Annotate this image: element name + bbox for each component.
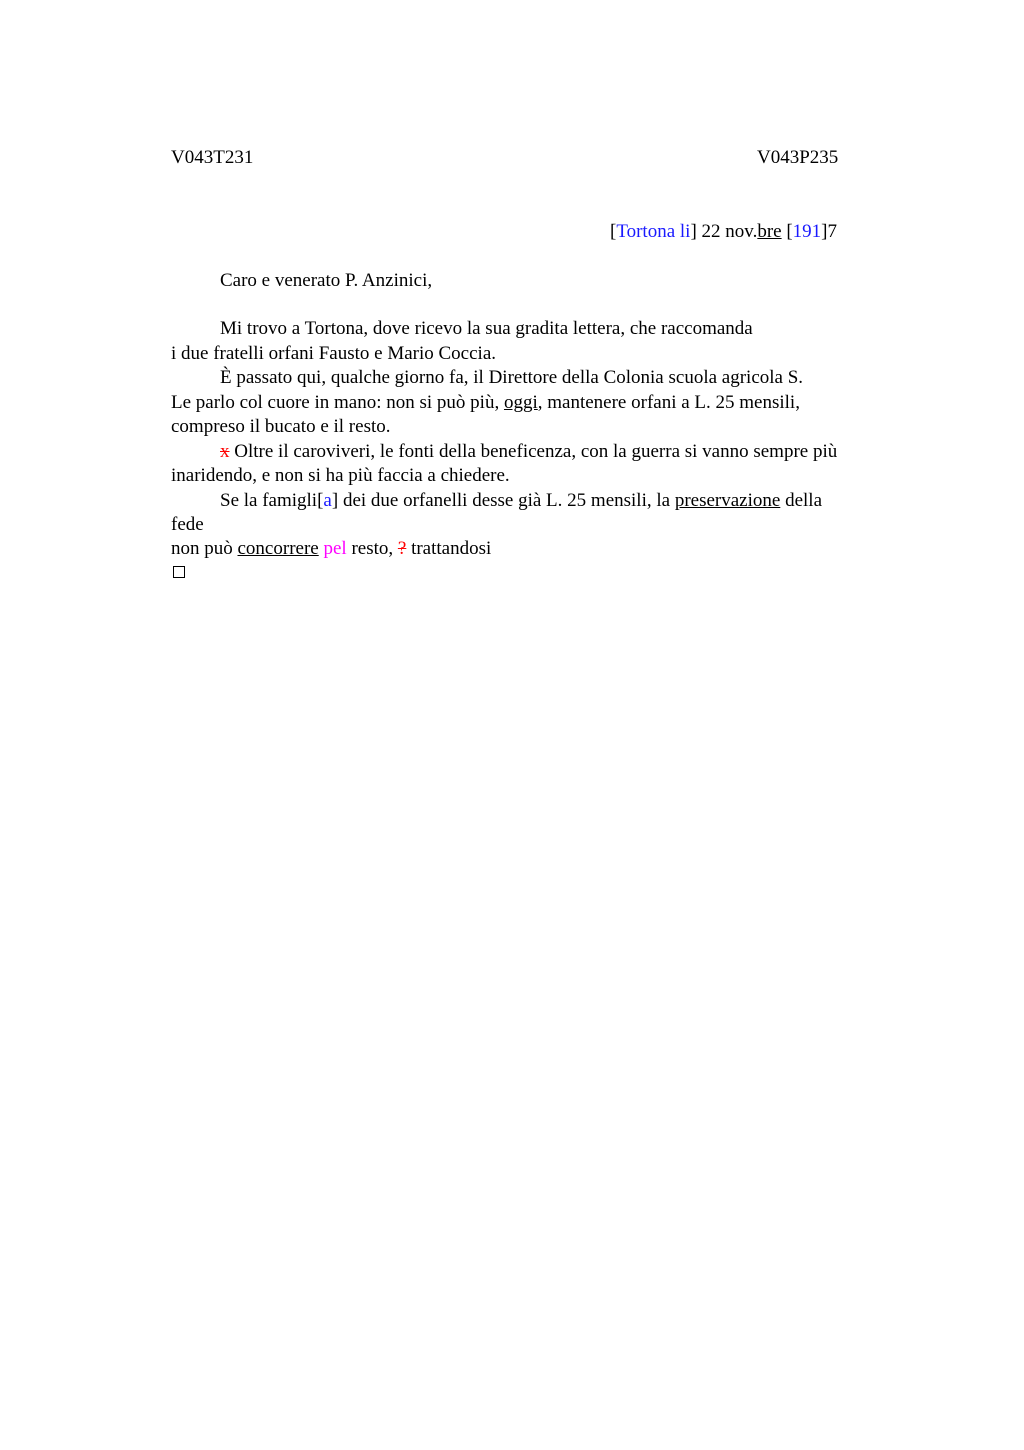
text-line: i due fratelli orfani Fausto e Mario Coccia. (171, 343, 497, 364)
dateline-day-month: 22 nov. (696, 221, 758, 242)
dateline-month-suffix: bre (757, 221, 782, 242)
text-segment: , mantenere orfani a L. 25 mensili, (537, 392, 800, 413)
text-line: inaridendo, e non si ha più faccia a chiedere. (171, 465, 510, 486)
document-code-left: V043T231 (171, 147, 254, 168)
dateline-bracket: ] (690, 221, 697, 242)
editorial-insert: a (323, 490, 332, 511)
text-line (171, 537, 491, 561)
deleted-mark: x (220, 441, 230, 462)
document-code-right: V043P235 (757, 147, 839, 168)
text-segment: della (780, 490, 823, 511)
bracket: ] (331, 490, 339, 511)
text-segment: Le parlo col cuore in mano: non si può più, (171, 392, 504, 413)
dateline-year-last: 7 (827, 221, 837, 242)
checkbox-square-icon (173, 566, 185, 578)
dateline-bracket: [ (610, 221, 617, 242)
text-segment: dei due orfanelli desse già L. 25 mensili, la (338, 490, 675, 511)
text-line (220, 489, 822, 513)
text-line (171, 391, 800, 415)
dateline-bracket: ] (821, 221, 828, 242)
bracket: [ (317, 490, 324, 511)
text-line: fede (171, 514, 204, 535)
text-segment: trattandosi (406, 538, 492, 559)
underlined-word: preservazione (674, 490, 781, 511)
text-line: È passato qui, qualche giorno fa, il Direttore della Colonia scuola agricola S. (220, 367, 804, 388)
dateline-bracket: [ (786, 221, 793, 242)
dateline-place: Tortona li (616, 221, 691, 242)
text-line: Mi trovo a Tortona, dove ricevo la sua gradita lettera, che raccomanda (220, 318, 753, 339)
underlined-word: oggi (503, 392, 538, 413)
text-segment: resto, (346, 538, 398, 559)
text-segment: Se la famigli (220, 490, 318, 511)
salutation: Caro e venerato P. Anzinici, (220, 270, 433, 291)
dateline-year-prefix: 191 (792, 221, 822, 242)
deleted-mark: ? (397, 538, 407, 559)
text-line (220, 440, 837, 464)
text-segment: non può (171, 538, 238, 559)
underlined-word: concorrere (237, 538, 319, 559)
text-line: compreso il bucato e il resto. (171, 416, 391, 437)
text-segment: Oltre il caroviveri, le fonti della beneficenza, con la guerra si vanno sempre più (229, 441, 838, 462)
dateline (610, 220, 837, 244)
inserted-word: pel (323, 538, 347, 559)
